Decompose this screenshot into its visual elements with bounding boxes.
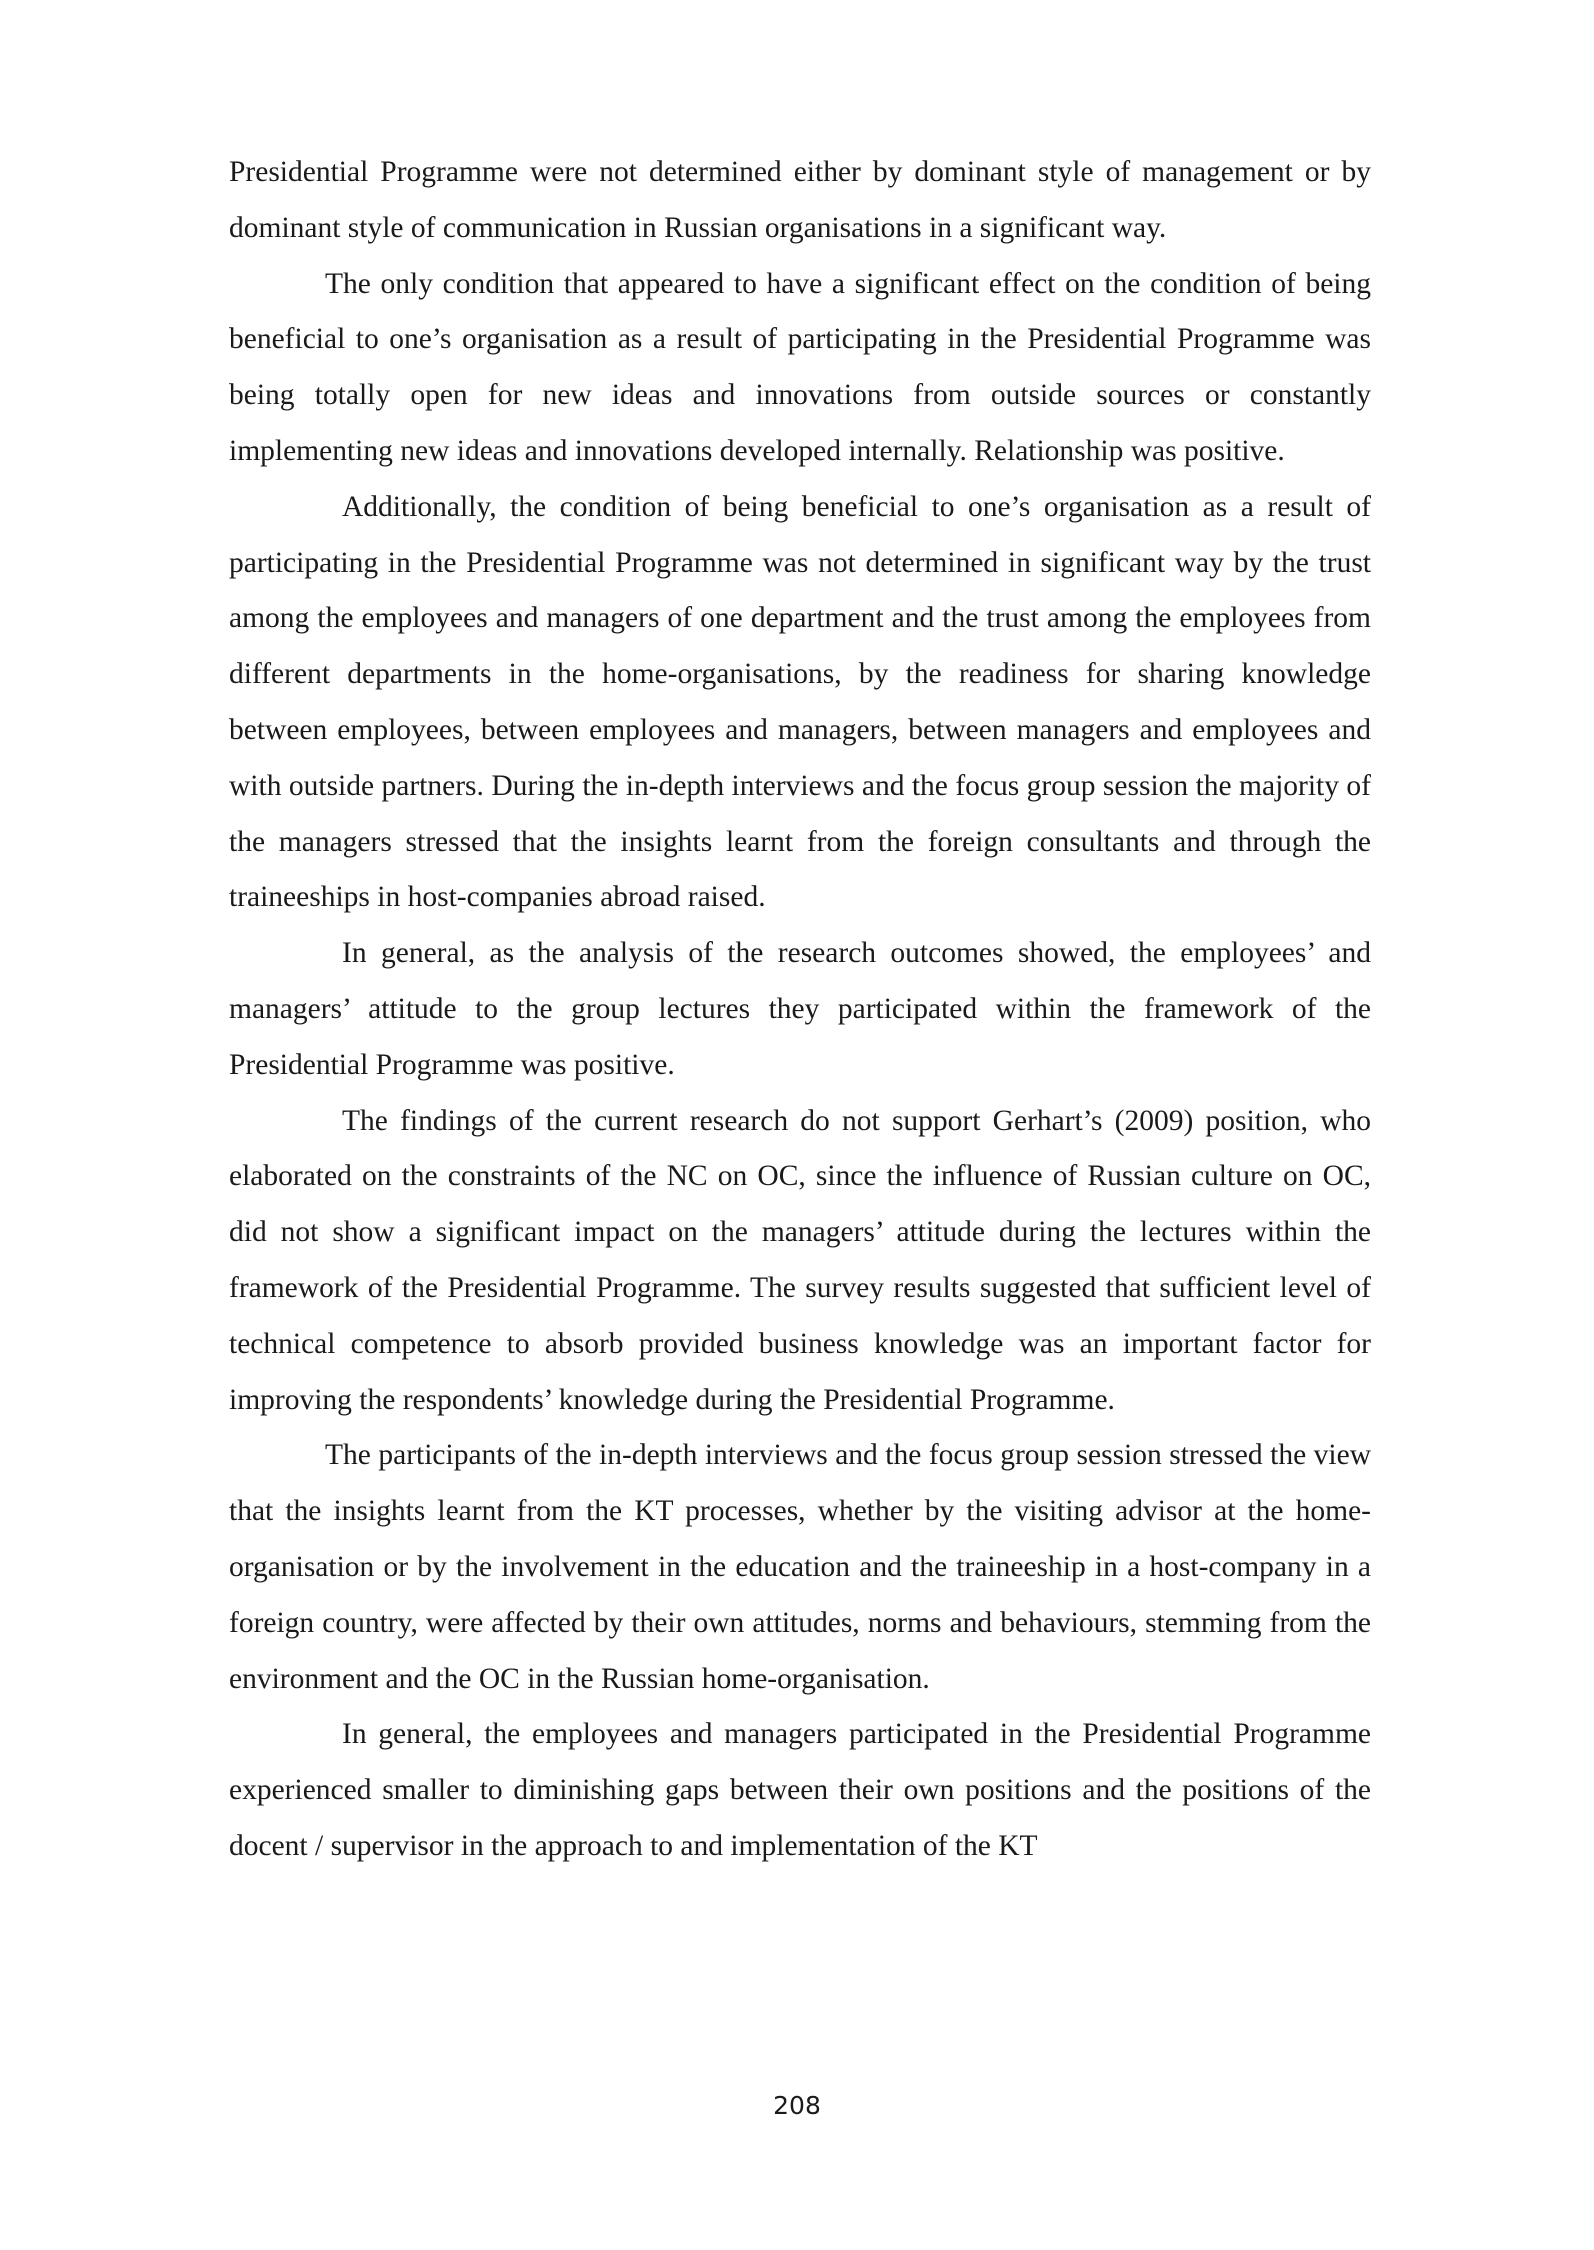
paragraph-attitude-lectures: In general, as the analysis of the research outcomes showed, the employees’ and managers’ attitude to the group lectures they participated within the framework of the Presidential Programme was positive.	[229, 937, 1371, 1081]
paragraph-kt-processes: The participants of the in-depth interviews and the focus group session stressed the view that the insights learnt from the KT processes, whether by the visiting advisor at the home-organisation or by the involvement in the education and the traineeship in a host-company in a foreign country, were affected by their own attitudes, norms and behaviours, stemming from the environment and the OC in the Russian home-organisation.	[229, 1439, 1371, 1695]
paragraph-diminishing-gaps: In general, the employees and managers participated in the Presidential Programme experienced smaller to diminishing gaps between their own positions and the positions of the docent / supervisor in the approach to and implementation of the KT	[229, 1718, 1371, 1862]
paragraph-continuation: Presidential Programme were not determined either by dominant style of management or by dominant style of communication in Russian organisations in a significant way.	[229, 156, 1371, 244]
body-text	[229, 145, 1371, 1875]
paragraph-gerhart-findings: The findings of the current research do not support Gerhart’s (2009) position, who elaborated on the constraints of the NC on OC, since the influence of Russian culture on OC, did not show a significant impact on the managers’ attitude during the lectures within the framework of the Presidential Programme. The survey results suggested that sufficient level of technical competence to absorb provided business knowledge was an important factor for improving the respondents’ knowledge during the Presidential Programme.	[229, 1104, 1371, 1416]
paragraph-trust-and-sharing: Additionally, the condition of being beneficial to one’s organisation as a result of participating in the Presidential Programme was not determined in significant way by the trust among the employees and managers of one department and the trust among the employees from different departments in the home-organisations, by the readiness for sharing knowledge between employees, between employees and managers, between managers and employees and with outside partners. During the in-depth interviews and the focus group session the majority of the managers stressed that the insights learnt from the foreign consultants and through the traineeships in host-companies abroad raised.	[229, 490, 1371, 914]
page-number: 208	[773, 2091, 821, 2120]
paragraph-significant-condition: The only condition that appeared to have a significant effect on the condition of being beneficial to one’s organisation as a result of participating in the Presidential Programme was being totally open for new ideas and innovations from outside sources or constantly implementing new ideas and innovations developed internally. Relationship was positive.	[229, 267, 1371, 467]
